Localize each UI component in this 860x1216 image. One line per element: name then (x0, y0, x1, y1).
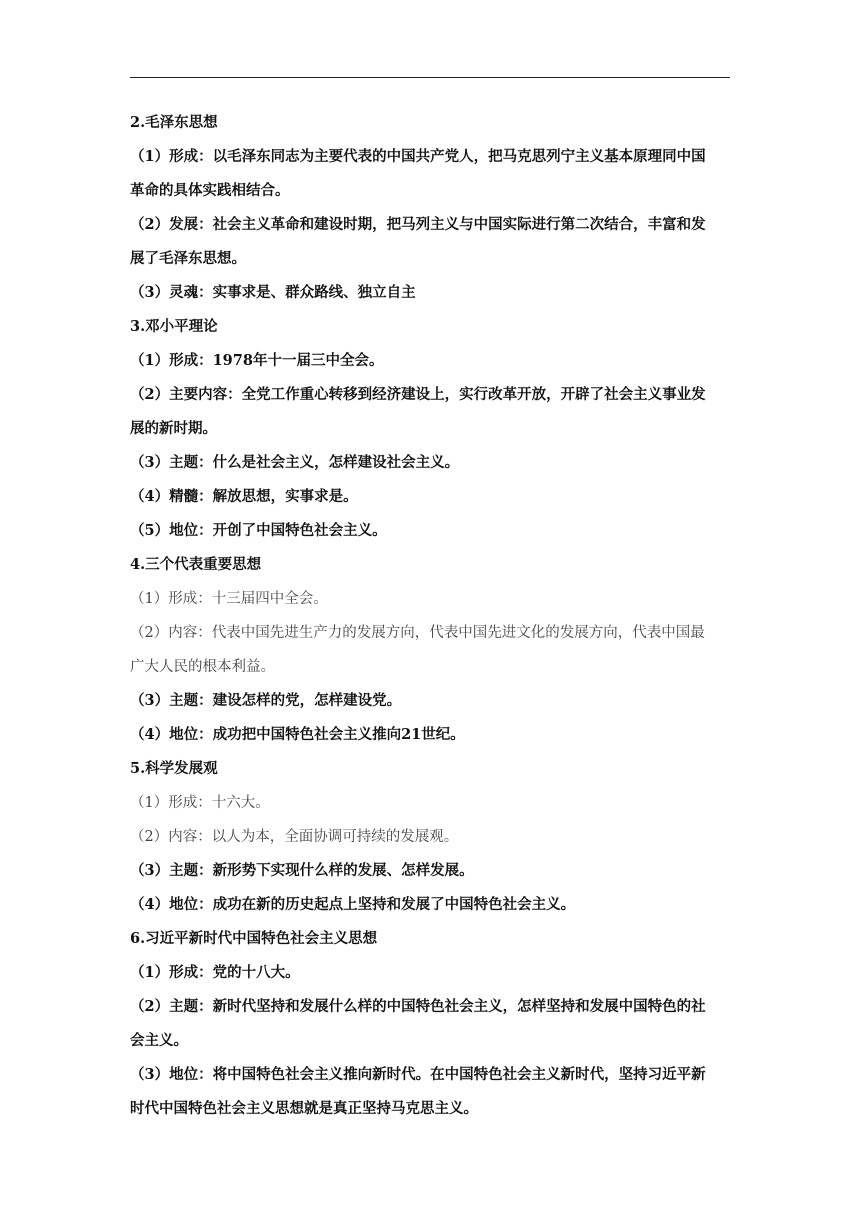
text-line: （2）主要内容：全党工作重心转移到经济建设上，实行改革开放，开辟了社会主义事业发 (130, 386, 706, 403)
text-line: （4）地位：成功在新的历史起点上坚持和发展了中国特色社会主义。 (130, 896, 576, 913)
text-line: （1）形成：1978年十一届三中全会。 (130, 352, 384, 369)
text-line: （3）主题：新形势下实现什么样的发展、怎样发展。 (130, 862, 474, 879)
text-line: 展了毛泽东思想。 (130, 250, 246, 267)
text-line: （2）内容：以人为本，全面协调可持续的发展观。 (130, 829, 459, 845)
text-line: 5.科学发展观 (130, 760, 218, 777)
text-line: （1）形成：党的十八大。 (130, 964, 300, 981)
text-line: 会主义。 (130, 1032, 188, 1049)
text-line: （3）地位：将中国特色社会主义推向新时代。在中国特色社会主义新时代，坚持习近平新 (130, 1066, 706, 1083)
text-line: （3）主题：建设怎样的党，怎样建设党。 (130, 692, 402, 709)
text-line: （4）精髓：解放思想，实事求是。 (130, 488, 358, 505)
text-line: （1）形成：以毛泽东同志为主要代表的中国共产党人，把马克思列宁主义基本原理同中国 (130, 148, 706, 165)
text-line: 2.毛泽东思想 (130, 114, 218, 131)
text-line: （5）地位：开创了中国特色社会主义。 (130, 522, 387, 539)
text-line: 革命的具体实践相结合。 (130, 182, 290, 199)
text-line: （2）内容：代表中国先进生产力的发展方向，代表中国先进文化的发展方向，代表中国最 (130, 625, 705, 641)
document-body (130, 106, 730, 1126)
text-line: （1）形成：十六大。 (130, 795, 270, 811)
text-line: 3.邓小平理论 (130, 318, 218, 335)
text-line: （4）地位：成功把中国特色社会主义推向21世纪。 (130, 726, 465, 743)
text-line: （1）形成：十三届四中全会。 (130, 591, 328, 607)
text-line: 展的新时期。 (130, 420, 217, 437)
text-line: （3）灵魂：实事求是、群众路线、独立自主 (130, 284, 416, 301)
header-rule (130, 77, 730, 78)
text-line: 时代中国特色社会主义思想就是真正坚持马克思主义。 (130, 1100, 478, 1117)
text-line: 广大人民的根本利益。 (130, 659, 275, 675)
text-line: 6.习近平新时代中国特色社会主义思想 (130, 930, 378, 947)
text-line: （2）主题：新时代坚持和发展什么样的中国特色社会主义，怎样坚持和发展中国特色的社 (130, 998, 706, 1015)
text-line: （2）发展：社会主义革命和建设时期，把马列主义与中国实际进行第二次结合，丰富和发 (130, 216, 706, 233)
text-line: （3）主题：什么是社会主义，怎样建设社会主义。 (130, 454, 460, 471)
text-line: 4.三个代表重要思想 (130, 556, 262, 573)
